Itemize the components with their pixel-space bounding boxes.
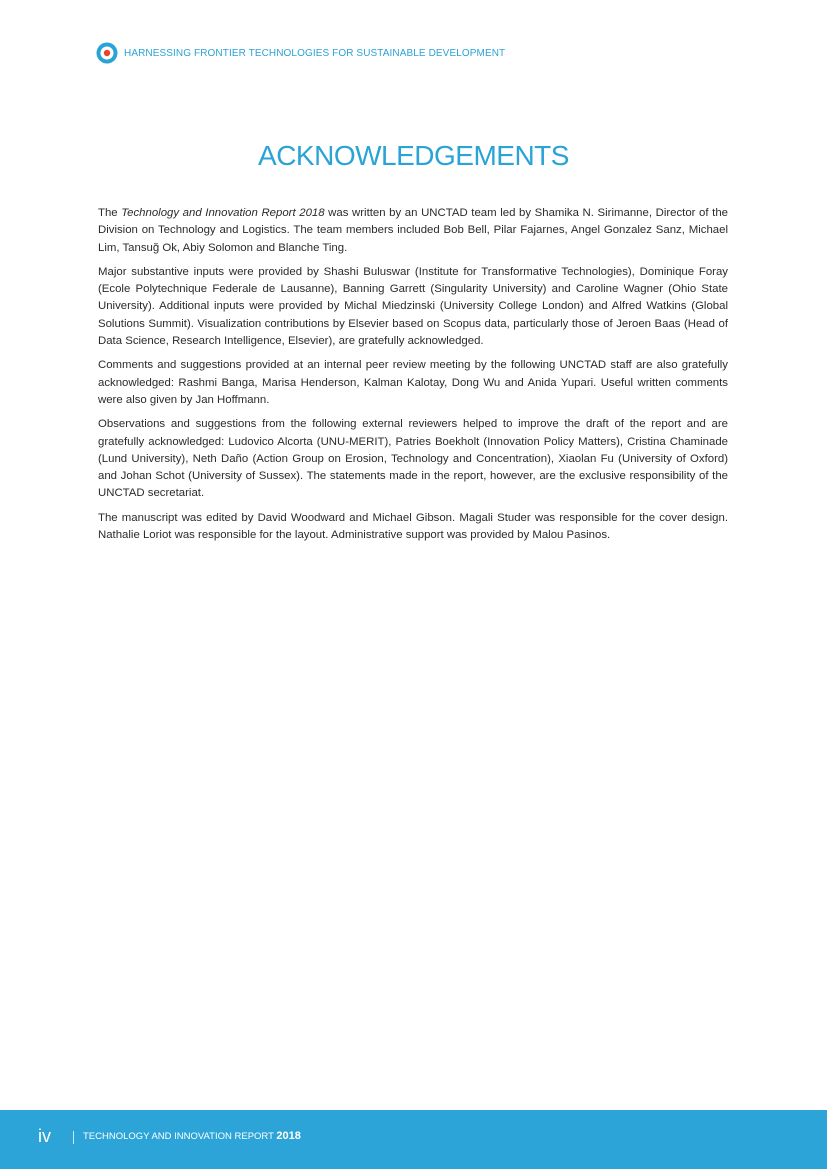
target-icon	[96, 42, 118, 64]
paragraph-external-reviewers: Observations and suggestions from the following external reviewers helped to improve the draft of the report and are gratefully acknowledged: Ludovico Alcorta (UNU-MERIT), Patries Boekholt (Innovation Policy Matters), Cristina Chaminade (Lund University), Neth Daño (Action Group on Erosion, Technology and Concentration), Xiaolan Fu (University of Oxford) and Johan Schot (University of Sussex). The statements made in the report, however, are the exclusive responsibility of the UNCTAD secretariat.	[98, 418, 728, 500]
paragraph-production: The manuscript was edited by David Woodward and Michael Gibson. Magali Studer was responsible for the cover design. Nathalie Loriot was responsible for the layout. Administrative support was provided by Malou Pasinos.	[98, 511, 728, 542]
page-title: ACKNOWLEDGEMENTS	[258, 140, 569, 171]
paragraph-team-rest: was written by an UNCTAD team led by Shamika N. Sirimanne, Director of the Division on Technology and Logistics. The team members included Bob Bell, Pilar Fajarnes, Angel Gonzalez Sanz, Michael Lim, Tansuğ Ok, Abiy Solomon and Blanche Ting.	[98, 207, 728, 254]
footer-year: 2018	[276, 1130, 301, 1142]
page-number: iv	[38, 1126, 51, 1146]
footer-divider	[73, 1131, 74, 1144]
running-header	[96, 42, 505, 64]
paragraph-team	[98, 205, 728, 257]
acknowledgements-body	[98, 205, 728, 551]
page-footer	[0, 1110, 827, 1169]
footer-report-name: TECHNOLOGY AND INNOVATION REPORT	[83, 1131, 277, 1142]
paragraph-substantive-inputs: Major substantive inputs were provided by Shashi Buluswar (Institute for Transformative Technologies), Dominique Foray (Ecole Polytechnique Federale de Lausanne), Banning Garrett (Singularity University) and Caroline Wagner (Ohio State University). Additional inputs were provided by Michal Miedzinski (University College London) and Alfred Watkins (Global Solutions Summit). Visualization contributions by Elsevier based on Scopus data, particularly those of Jeroen Baas (Head of Data Science, Research Intelligence, Elsevier), are gratefully acknowledged.	[98, 265, 728, 348]
paragraph-team-prefix: The	[98, 207, 122, 219]
paragraph-peer-review: Comments and suggestions provided at an internal peer review meeting by the following UNCTAD staff are also gratefully acknowledged: Rashmi Banga, Marisa Henderson, Kalman Kalotay, Dong Wu and Anida Yupari. Useful written comments were also given by Jan Hoffmann.	[98, 359, 728, 406]
footer-title	[83, 1130, 301, 1142]
report-title: Technology and Innovation Report 2018	[121, 207, 325, 219]
running-title: HARNESSING FRONTIER TECHNOLOGIES FOR SUSTAINABLE DEVELOPMENT	[124, 47, 506, 59]
